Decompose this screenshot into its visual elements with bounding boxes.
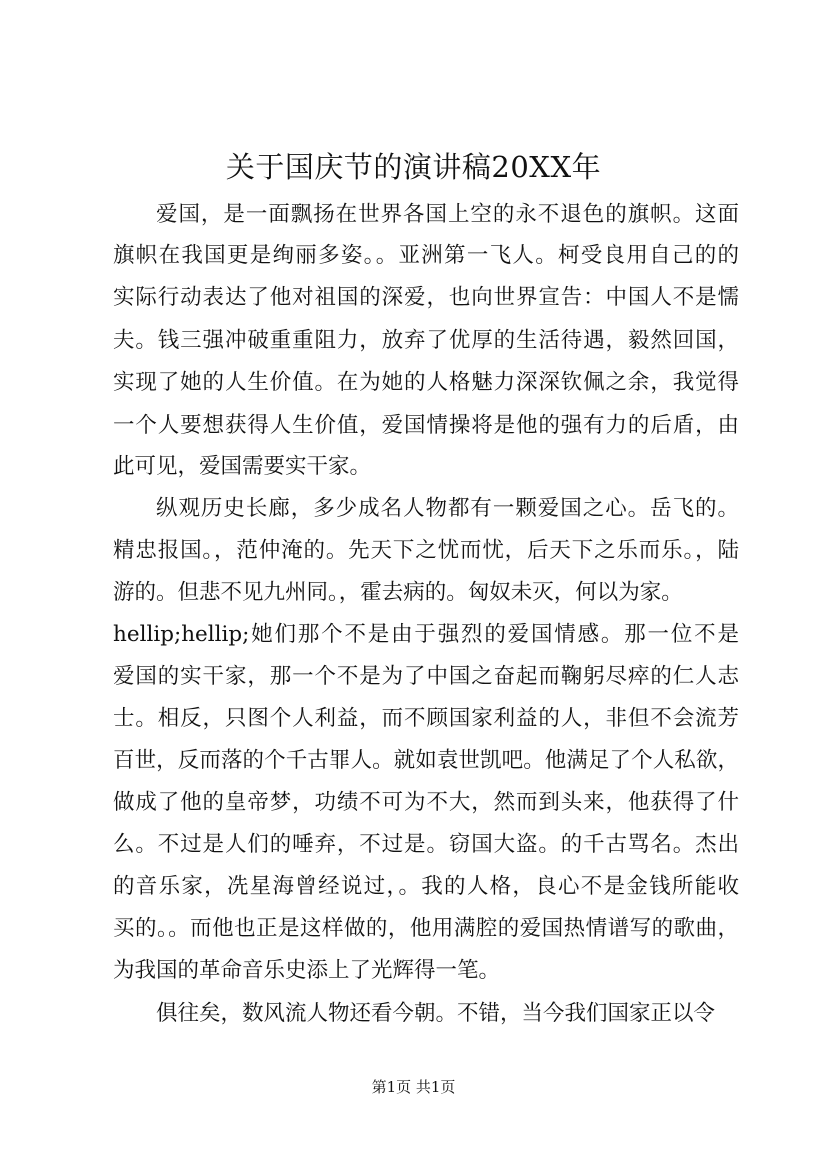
body-line: hellip;hellip;她们那个不是由于强烈的爱国情感。那一位不是 bbox=[113, 622, 739, 647]
body-line: 此可见，爱国需要实干家。 bbox=[113, 454, 372, 479]
body-line: 纵观历史长廊，多少成名人物都有一颗爱国之心。岳飞的。 bbox=[156, 496, 739, 521]
body-line: 么。不过是人们的唾弃，不过是。窃国大盗。的千古骂名。杰出 bbox=[113, 832, 739, 857]
body-line: 爱国，是一面飘扬在世界各国上空的永不退色的旗帜。这面 bbox=[156, 202, 739, 227]
body-line: 实现了她的人生价值。在为她的人格魅力深深钦佩之余，我觉得 bbox=[113, 370, 739, 395]
body-line: 买的。。而他也正是这样做的，他用满腔的爱国热情谱写的歌曲， bbox=[113, 916, 739, 941]
body-line: 百世，反而落的个千古罪人。就如袁世凯吧。他满足了个人私欲， bbox=[113, 748, 739, 773]
body-line: 实际行动表达了他对祖国的深爱，也向世界宣告：中国人不是懦 bbox=[113, 285, 739, 310]
page-title: 关于国庆节的演讲稿20XX年 bbox=[225, 150, 602, 184]
body-line: 游的。但悲不见九州同。，霍去病的。匈奴未灭，何以为家。 bbox=[113, 580, 683, 605]
body-line: 精忠报国。，范仲淹的。先天下之忧而忧，后天下之乐而乐。，陆 bbox=[113, 538, 739, 563]
body-line: 旗帜在我国更是绚丽多姿。。亚洲第一飞人。柯受良用自己的的 bbox=[113, 243, 739, 268]
body-line: 爱国的实干家，那一个不是为了中国之奋起而鞠躬尽瘁的仁人志 bbox=[113, 664, 739, 689]
body-line: 士。相反，只图个人利益，而不顾国家利益的人，非但不会流芳 bbox=[113, 706, 739, 731]
body-line: 做成了他的皇帝梦，功绩不可为不大，然而到头来，他获得了什 bbox=[113, 790, 739, 815]
body-line: 为我国的革命音乐史添上了光辉得一笔。 bbox=[113, 958, 501, 983]
page-footer: 第1页 共1页 bbox=[371, 1078, 456, 1096]
body-line: 的音乐家，冼星海曾经说过，。我的人格，良心不是金钱所能收 bbox=[113, 874, 739, 899]
body-line: 一个人要想获得人生价值，爱国情操将是他的强有力的后盾，由 bbox=[113, 413, 739, 438]
body-line: 俱往矣，数风流人物还看今朝。不错，当今我们国家正以令 bbox=[156, 1001, 716, 1026]
body-line: 夫。钱三强冲破重重阻力，放弃了优厚的生活待遇，毅然回国， bbox=[113, 328, 739, 353]
